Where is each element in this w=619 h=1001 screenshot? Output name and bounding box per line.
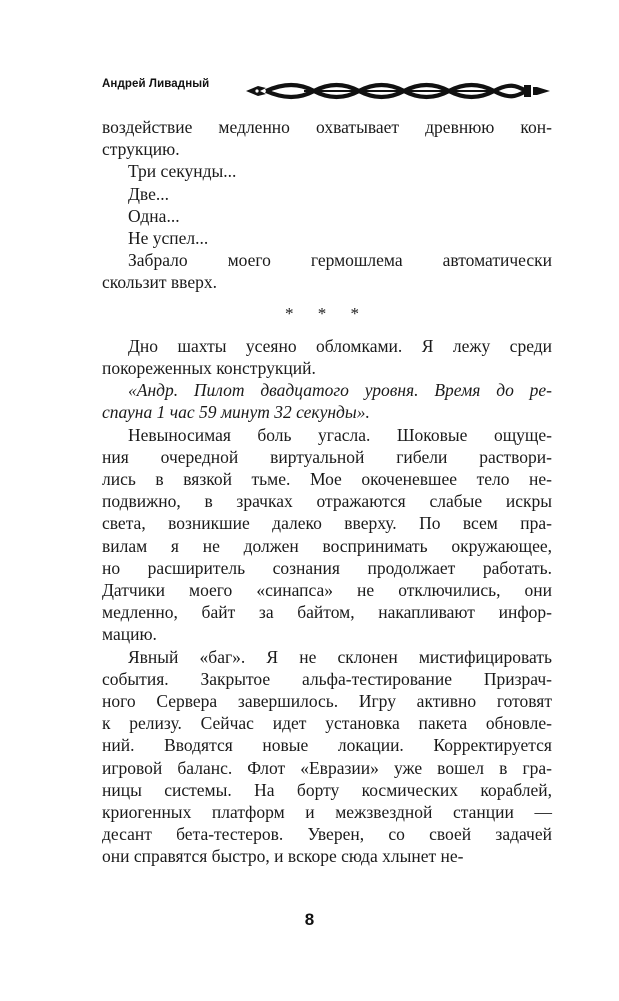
main-text xyxy=(102,116,552,868)
text-line: события. Закрытое альфа-тестирование Призрач- xyxy=(102,668,552,689)
text-line: Датчики моего «синапса» не отключились, они xyxy=(102,580,552,601)
text-line: скользит вверх. xyxy=(102,272,217,293)
running-header xyxy=(102,78,552,102)
text-line: медленно, байт за байтом, накапливают инфор- xyxy=(102,602,552,623)
text-line: Не успел... xyxy=(128,228,209,249)
text-line: они справятся быстро, и вскоре сюда хлынет не- xyxy=(102,846,464,867)
text-line: Невыносимая боль угасла. Шоковые ощуще- xyxy=(128,424,552,445)
paragraph xyxy=(102,379,552,423)
text-line: вилам я не должен воспринимать окружающее, xyxy=(102,535,552,556)
text-line: ний. Вводятся новые локации. Корректируется xyxy=(102,735,552,756)
text-line: лись в вязкой тьме. Мое окоченевшее тело не- xyxy=(102,469,552,490)
paragraph xyxy=(102,205,552,227)
text-line: Забрало моего гермошлема автоматически xyxy=(128,250,552,271)
text-line: света, возникшие далеко вверху. По всем пра- xyxy=(102,513,552,534)
paragraph xyxy=(102,249,552,293)
text-line: но расширитель сознания продолжает работать. xyxy=(102,557,552,578)
paragraph xyxy=(102,160,552,182)
paragraph xyxy=(102,646,552,868)
page-number: 8 xyxy=(304,910,315,929)
text-line: * * * xyxy=(285,303,369,323)
paragraph xyxy=(102,116,552,160)
text-line: покореженных конструкций. xyxy=(102,358,316,379)
paragraph xyxy=(102,424,552,646)
text-line: Одна... xyxy=(128,205,180,226)
paragraph xyxy=(102,183,552,205)
text-line: мацию. xyxy=(102,624,157,645)
text-line: струкцию. xyxy=(102,139,180,160)
text-line: воздействие медленно охватывает древнюю кон- xyxy=(102,117,552,137)
section-break xyxy=(102,303,552,325)
text-line: десант бета-тестеров. Уверен, со своей задачей xyxy=(102,824,552,845)
text-line: спауна 1 час 59 минут 32 секунды». xyxy=(102,402,370,423)
decorative-pen-ornament-icon xyxy=(244,80,554,102)
text-line: ного Сервера завершилось. Игру активно готовят xyxy=(102,691,552,712)
paragraph xyxy=(102,335,552,379)
text-line: к релизу. Сейчас идет установка пакета обновле- xyxy=(102,713,552,734)
text-line: Явный «баг». Я не склонен мистифицировать xyxy=(128,646,552,667)
text-line: «Андр. Пилот двадцатого уровня. Время до ре- xyxy=(128,380,552,401)
text-line: Две... xyxy=(128,183,169,204)
paragraph xyxy=(102,227,552,249)
text-line: игровой баланс. Флот «Евразии» уже вошел в гра- xyxy=(102,757,552,778)
text-line: Дно шахты усеяно обломками. Я лежу среди xyxy=(128,335,552,356)
text-line: ницы системы. На борту космических кораблей, xyxy=(102,779,552,800)
text-line: ния очередной виртуальной гибели раствори- xyxy=(102,446,552,467)
text-line: криогенных платформ и межзвездной станции — xyxy=(102,802,552,823)
text-line: Три секунды... xyxy=(128,161,237,182)
text-line: подвижно, в зрачках отражаются слабые искры xyxy=(102,491,552,512)
author-name: Андрей Ливадный xyxy=(102,78,210,90)
